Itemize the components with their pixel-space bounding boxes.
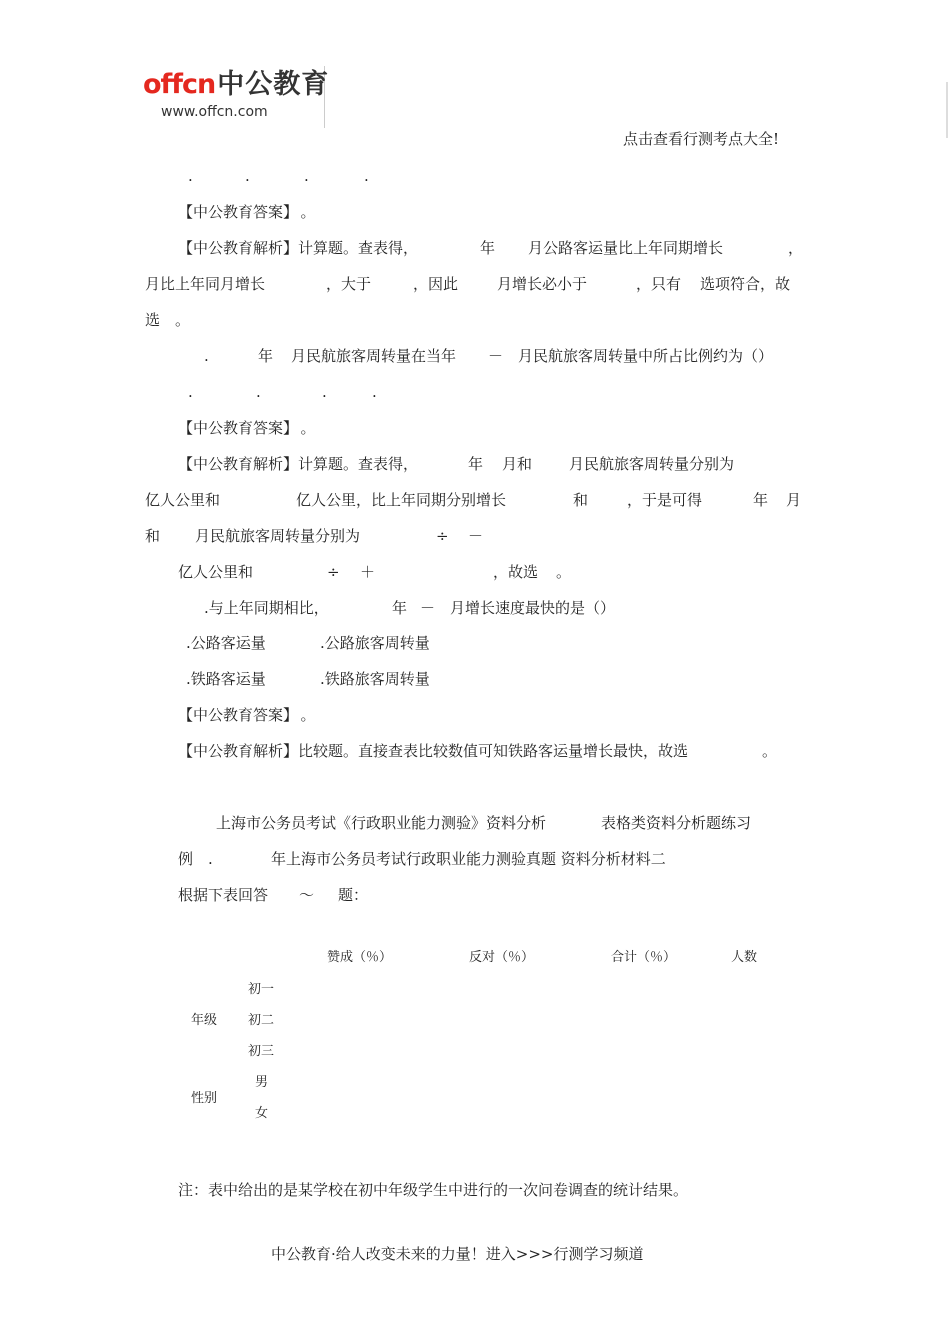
table-row-grade-1: 初一 (248, 982, 275, 997)
q2-analysis-text: 年 (753, 491, 769, 509)
table-row-female: 女 (255, 1106, 269, 1121)
example-text: . (208, 850, 213, 868)
q1-option-c-dot[interactable]: . (304, 167, 309, 185)
q2-analysis-text: 亿人公里，比上年同期分别增长 (296, 491, 507, 509)
footer-link-channel[interactable]: 中公教育·给人改变未来的力量！进入>>>行测学习频道 (271, 1245, 644, 1263)
q3-option-b[interactable]: .公路旅客周转量 (320, 634, 430, 652)
q1-analysis-text: 。 (175, 311, 191, 329)
q2-stem-text: － (488, 347, 504, 365)
table-header-count: 人数 (731, 950, 758, 965)
q3-stem-text: 年 (392, 599, 408, 617)
table-header-approve: 赞成（％） (327, 950, 393, 965)
logo-brand: offcn (143, 69, 216, 100)
q2-analysis-text: 年 (468, 455, 484, 473)
q2-stem-text: . (204, 347, 209, 365)
table-header-total: 合计（％） (611, 950, 677, 965)
q2-stem-text: 月民航旅客周转量中所占比例约为（） (518, 347, 774, 365)
q2-analysis-text: ÷ (436, 527, 449, 545)
q2-stem-text: 年 (258, 347, 274, 365)
table-group-gender: 性别 (191, 1091, 218, 1106)
logo-chinese: 中公教育 (217, 69, 330, 100)
q3-analysis-text: 【中公教育解析】比较题。直接查表比较数值可知铁路客运量增长最快，故选 (178, 742, 689, 760)
q1-answer-tail: 。 (300, 203, 316, 221)
q3-answer-label: 【中公教育答案】 (178, 706, 291, 724)
q2-analysis-text: 和 (145, 527, 161, 545)
section-title-text: 上海市公务员考试《行政职业能力测验》资料分析 (216, 814, 547, 832)
q2-answer (178, 418, 316, 438)
q2-analysis-text: 亿人公里和 (178, 563, 254, 581)
q1-analysis-text: 月比上年同月增长 (145, 275, 266, 293)
q3-option-d[interactable]: .铁路旅客周转量 (320, 670, 430, 688)
table-row-grade-3: 初三 (248, 1044, 275, 1059)
q1-analysis-text: ，因此 (413, 275, 459, 293)
q2-analysis-text: 月民航旅客周转量分别为 (195, 527, 361, 545)
offcn-logo[interactable] (143, 66, 330, 128)
q3-stem-text: .与上年同期相比， (204, 599, 329, 617)
q1-answer-label: 【中公教育答案】 (178, 203, 291, 221)
q2-analysis-text: ，于是可得 (627, 491, 703, 509)
table-row-grade-2: 初二 (248, 1013, 275, 1028)
q2-analysis-text: 亿人公里和 (145, 491, 221, 509)
section-title-text: 表格类资料分析题练习 (601, 814, 752, 832)
q2-analysis-text: 月和 (502, 455, 533, 473)
q2-answer-tail: 。 (300, 419, 316, 437)
q1-analysis-text: 选项符合，故 (700, 275, 791, 293)
page-edge-rule (946, 82, 948, 138)
q3-stem-text: － (420, 599, 436, 617)
q1-analysis-text: 选 (145, 311, 161, 329)
q2-analysis-text: ÷ (327, 563, 340, 581)
q2-analysis-text: 月 (786, 491, 802, 509)
q2-analysis-text: － (468, 527, 484, 545)
example-text: 年上海市公务员考试行政职业能力测验真题 资料分析材料二 (271, 850, 666, 868)
q3-answer-tail: 。 (300, 706, 316, 724)
logo-url: www.offcn.com (161, 104, 268, 120)
q1-option-a-dot[interactable]: . (188, 167, 193, 185)
q2-option-a-dot[interactable]: . (188, 383, 193, 401)
q2-option-c-dot[interactable]: . (322, 383, 327, 401)
q2-analysis-text: ＋ (360, 563, 376, 581)
q1-analysis-text: 月公路客运量比上年同期增长 (528, 239, 724, 257)
q1-analysis-text: ，大于 (326, 275, 372, 293)
q2-answer-label: 【中公教育答案】 (178, 419, 291, 437)
table-row-male: 男 (255, 1075, 269, 1090)
q2-analysis-text: ，故选 (493, 563, 539, 581)
table-note: 注：表中给出的是某学校在初中年级学生中进行的一次问卷调查的统计结果。 (178, 1181, 689, 1199)
q3-answer (178, 705, 316, 725)
table-header-oppose: 反对（％） (469, 950, 535, 965)
q1-analysis-text: 月增长必小于 (497, 275, 588, 293)
q3-analysis-text: 。 (762, 742, 778, 760)
q2-stem-text: 月民航旅客周转量在当年 (291, 347, 457, 365)
q2-analysis-text: 【中公教育解析】计算题。查表得， (178, 455, 419, 473)
q1-analysis-text: ， (788, 239, 804, 257)
q3-option-a[interactable]: .公路客运量 (186, 634, 266, 652)
top-link-exam-points[interactable]: 点击查看行测考点大全! (623, 130, 780, 148)
instruction-text: 根据下表回答 (178, 886, 269, 904)
logo-wordmark (143, 68, 329, 102)
q1-option-b-dot[interactable]: . (245, 167, 250, 185)
table-group-grade: 年级 (191, 1013, 218, 1028)
q3-option-c[interactable]: .铁路客运量 (186, 670, 266, 688)
q2-option-d-dot[interactable]: . (372, 383, 377, 401)
q2-analysis-text: 和 (573, 491, 589, 509)
q1-answer (178, 202, 316, 222)
q1-analysis-text: 【中公教育解析】计算题。查表得， (178, 239, 419, 257)
q1-option-d-dot[interactable]: . (364, 167, 369, 185)
example-text: 例 (178, 850, 194, 868)
q2-option-b-dot[interactable]: . (256, 383, 261, 401)
q3-stem-text: 月增长速度最快的是（） (450, 599, 616, 617)
q1-analysis-text: ，只有 (636, 275, 682, 293)
instruction-text: 题： (338, 886, 369, 904)
q2-analysis-text: 月民航旅客周转量分别为 (569, 455, 735, 473)
q2-analysis-text: 。 (556, 563, 572, 581)
q1-analysis-text: 年 (480, 239, 496, 257)
instruction-text: ～ (299, 886, 315, 904)
